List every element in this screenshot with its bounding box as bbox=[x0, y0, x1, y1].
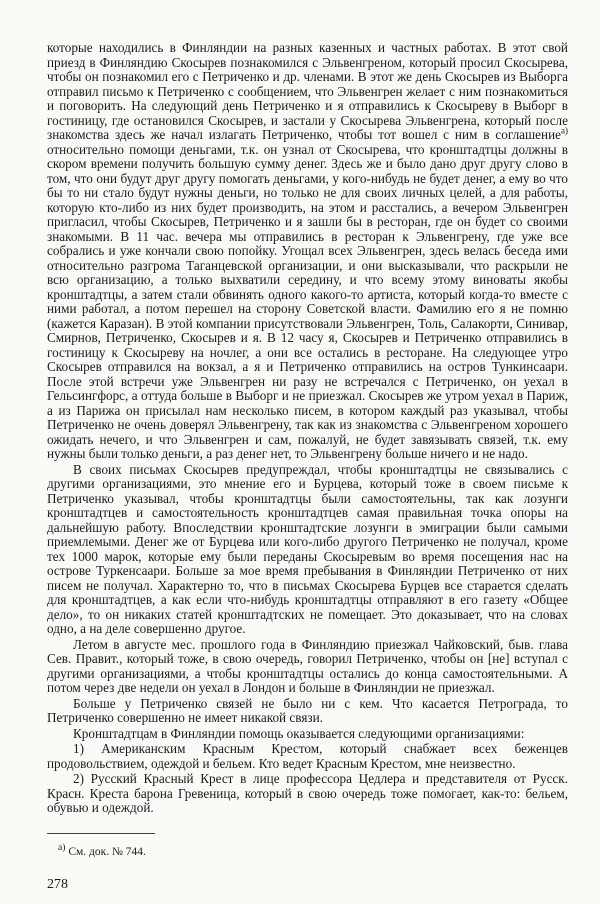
footnote bbox=[58, 841, 558, 859]
paragraph-1-text: которые находились в Финляндии на разных казенных и частных работах. В этот свой приезд в Финляндию Скосырев познакомился с Эльвенгреном, который просил Скосырева, чтобы он познакомил его с Петриченко и др. членами. В этот же день Скосырев из Выборга отправил письмо к Петриченко с сообщением, что Эльвенгрен желает с ним познакомиться и поговорить. На следующий день Петриченко и я отправились к Скосыреву в Выборг в гостиницу, где остановился Скосырев, и застали у Скосырева Эльвенгрена, который после знакомства здесь же начал излагать Петриченко, чтобы тот вошел с ним в соглашение bbox=[47, 40, 568, 142]
paragraph-6: 1) Американским Красным Крестом, который снабжает всех беженцев продовольствием, одеждой и бельем. Кто ведет Красным Крестом, мне неизвестно. bbox=[47, 741, 568, 771]
paragraph-1 bbox=[47, 41, 568, 462]
paragraph-2: В своих письмах Скосырев предупреждал, чтобы кронштадтцы не связывались с другими организациями, это мнение его и Бурцева, который тоже в своем письме к Петриченко указывал, чтобы кронштадтцы были самостоятельны, так как лозунги кронштадтцев и самостоятельность кронштадтцев самая правильная точка опоры на дальнейшую работу. Впоследствии кронштадтские лозунги в эмиграции были самыми приемлемыми. Денег же от Бурцева или кого-либо другого Петриченко не получал, кроме тех 1000 марок, которые ему были переданы Скосыревым во время посещения нас на острове Туркенсаари. Больше за мое время пребывания в Финляндии Петриченко от них писем не получал. Характерно то, что в письмах Скосырева Бурцев все старается сделать для кронштадтцев, а как если что-нибудь кронштадтцы отправляют в его газету «Общее дело», то он никаких статей кронштадтских не помещает. Это доказывает, что на словах одно, а на деле совершенно другое. bbox=[47, 461, 568, 636]
paragraph-7: 2) Русский Красный Крест в лице профессора Цедлера и представителя от Русск. Красн. Креста барона Гревеница, который в свою очередь тоже помогает, как-то: бельем, обувью и одеждой. bbox=[47, 771, 568, 815]
body-text bbox=[47, 41, 568, 817]
footnote-text: См. док. № 744. bbox=[68, 845, 146, 858]
paragraph-1-continuation: относительно помощи деньгами, т.к. он узнал от Скосырева, что кронштадтцы должны в скором времени получить большую сумму денег. Здесь же и было дано друг другу слово в том, что они будут друг другу помогать деньгами, у кого-нибудь не будет денег, а ему во что бы то ни стало будут нужны деньги, но только не для своих личных целей, а для работы, которую кто-либо из них будет производить, на этом и расстались, а вечером Эльвенгрен пригласил, чтобы Скосырев, Петриченко и я зашли бы в ресторан, где он будет со своими знакомыми. В 11 час. вечера мы отправились в ресторан к Эльвенгрену, где уже все собрались и уже кончали свою попойку. Угощал всех Эльвенгрен, здесь велась беседа ими относительно разгрома Таганцевской организации, и они высказывали, что раскрыли не всю организацию, а только выхватили середину, и что всему этому виноваты якобы кронштадтцы, а затем стали обвинять одного какого-то артиста, который когда-то вместе с ними работал, а потом перешел на сторону Советской власти. Фамилию его я не помню (кажется Каразан). В этой компании присутствовали Эльвенгрен, Толь, Салакорти, Синивар, Смирнов, Петриченко, Скосырев и я. В 12 часу я, Скосырев и Петриченко отправились в гостиницу к Скосыреву на ночлег, а они все остались в ресторане. На следующее утро Скосырев отправился на вокзал, а я и Петриченко отправились на остров Тункинсаари. После этой встречи уже Эльвенгрен ни разу не встречался с Петриченко, он уехал в Гельсингфорс, а оттуда больше в Выборг и не приезжал. Скосырев же утром уехал в Париж, а из Парижа он присылал нам несколько писем, в котором каждый раз указывал, чтобы Петриченко не очень доверял Эльвенгрену, так как из знакомства с Эльвенгреном хорошего ожидать нечего, и что Эльвенгрен и сам, пожалуй, не будет завязывать связей, т.к. ему нужны были только деньги, а раз денег нет, то Эльвенгрену больше ничего и не надо. bbox=[47, 141, 568, 461]
paragraph-4: Больше у Петриченко связей не было ни с кем. Что касается Петрограда, то Петриченко совершенно не имеет никакой связи. bbox=[47, 695, 568, 725]
paragraph-3: Летом в августе мес. прошлого года в Финляндию приезжал Чайковский, быв. глава Сев. Правит., который тоже, в свою очередь, говорил Петриченко, чтобы он [не] вступал с другими организациями, а чтобы кронштадтцы остались до конца самостоятельными. А потом через две недели он уехал в Лондон и больше в Финляндии не приезжал. bbox=[47, 636, 568, 695]
footnote-reference: а) bbox=[561, 125, 568, 136]
footnote-marker: а) bbox=[58, 842, 66, 853]
footnote-divider bbox=[47, 833, 155, 834]
page-number: 278 bbox=[47, 877, 68, 892]
paragraph-5: Кронштадтцам в Финляндии помощь оказывается следующими организациями: bbox=[73, 725, 525, 741]
